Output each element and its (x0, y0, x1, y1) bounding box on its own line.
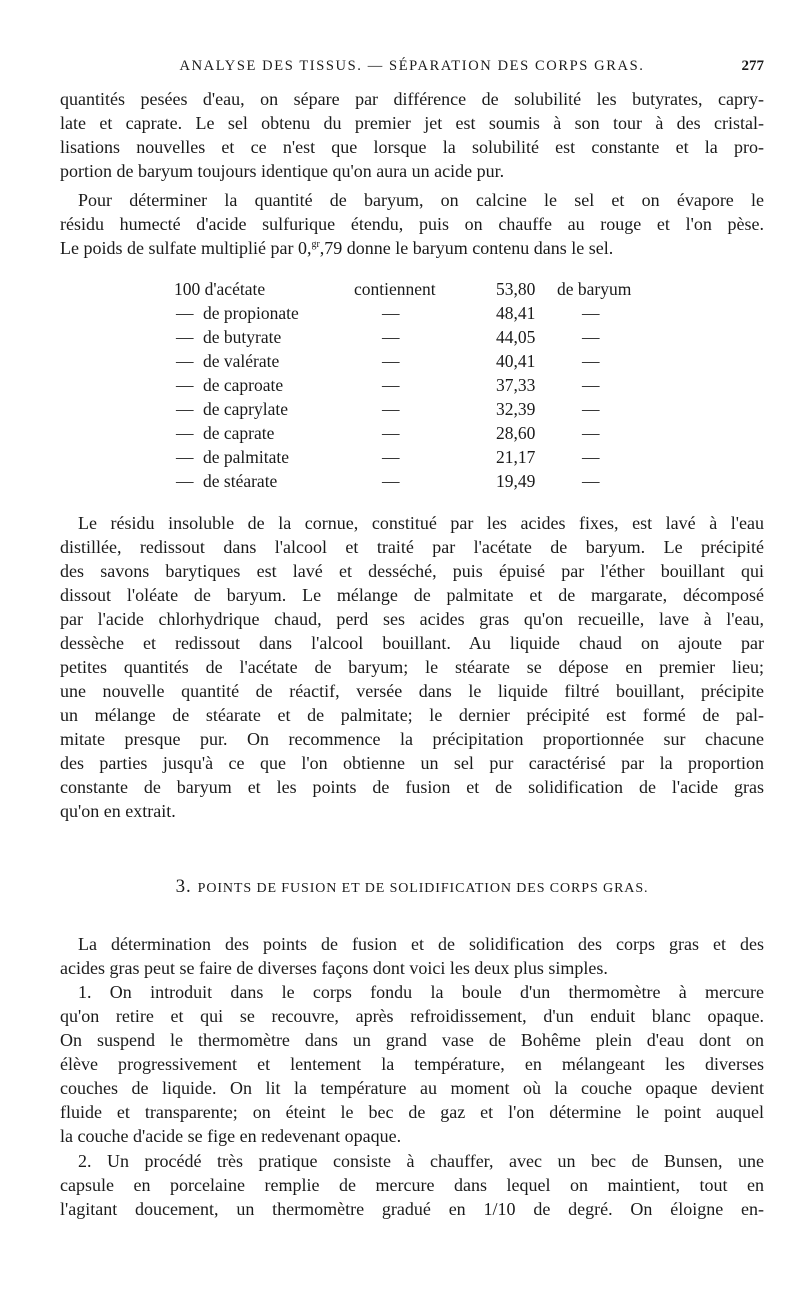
ditto-mark: — (382, 447, 400, 467)
table-row (0, 422, 800, 444)
unit: de baryum (557, 279, 632, 299)
text-run: ,79 donne le baryum contenu dans le sel. (319, 238, 614, 258)
text-line: des savons barytiques est lavé et desséché, puis épuisé par l'éther bouillant qui (60, 561, 764, 581)
section-heading (60, 876, 764, 898)
text-line (60, 237, 764, 259)
row-value: 44,05 (496, 327, 536, 347)
row-value: 53,80 (496, 279, 536, 299)
text-run: Le poids de sulfate multiplié par 0, (60, 238, 312, 258)
text-line: mitate presque pur. On recommence la précipitation proportionnée sur chacune (60, 729, 764, 749)
text-line: 2. Un procédé très pratique consiste à chauffer, avec un bec de Bunsen, une (78, 1151, 764, 1171)
ditto-mark: — (382, 471, 400, 491)
table-row (0, 374, 800, 396)
row-value: 19,49 (496, 471, 536, 491)
table-row (0, 302, 800, 324)
text-line: un mélange de stéarate et de palmitate; le dernier précipité est formé de pal- (60, 705, 764, 725)
row-value: 28,60 (496, 423, 536, 443)
text-line: quantités pesées d'eau, on sépare par différence de solubilité les butyrates, capry- (60, 89, 764, 109)
text-line: qu'on retire et qui se recouvre, après refroidissement, d'un enduit blanc opaque. (60, 1006, 764, 1026)
text-line: capsule en porcelaine remplie de mercure dans lequel on maintient, tout en (60, 1175, 764, 1195)
ditto-mark: — (582, 399, 600, 419)
text-line: la couche d'acide se fige en redevenant opaque. (60, 1126, 402, 1146)
ditto-mark: — (382, 399, 400, 419)
row-label: de caprate (203, 423, 275, 443)
table-row (0, 326, 800, 348)
text-line: dissout l'oléate de baryum. Le mélange de palmitate et de margarate, décomposé (60, 585, 764, 605)
ditto-mark: — (582, 471, 600, 491)
gram-unit: gr (311, 239, 320, 250)
ditto-mark: — (382, 423, 400, 443)
row-label: de stéarate (203, 471, 278, 491)
text-line: acides gras peut se faire de diverses façons dont voici les deux plus simples. (60, 958, 608, 978)
text-line: élève progressivement et lentement la température, en mélangeant les diverses (60, 1054, 764, 1074)
row-label: de butyrate (203, 327, 282, 347)
text-line: des parties jusqu'à ce que l'on obtienne un sel pur caractérisé par la proportion (60, 753, 764, 773)
text-line: lisations nouvelles et ce n'est que lorsque la solubilité est constante et la pro- (60, 137, 764, 157)
section-title: POINTS DE FUSION ET DE SOLIDIFICATION DES CORPS GRAS. (197, 881, 649, 896)
table-row (0, 278, 800, 300)
ditto-mark: — (176, 423, 194, 443)
row-label: de propionate (203, 303, 299, 323)
ditto-mark: — (176, 375, 194, 395)
row-value: 21,17 (496, 447, 536, 467)
running-head (60, 58, 764, 80)
ditto-mark: — (382, 375, 400, 395)
row-label: de caproate (203, 375, 284, 395)
ditto-mark: — (582, 447, 600, 467)
ditto-mark: — (582, 423, 600, 443)
table-row (0, 446, 800, 468)
table-row (0, 398, 800, 420)
text-line: Le résidu insoluble de la cornue, constitué par les acides fixes, est lavé à l'eau (78, 513, 764, 533)
page-number: 277 (741, 58, 764, 74)
row-label: 100 d'acétate (174, 279, 266, 299)
text-line: couches de liquide. On lit la température au moment où la couche opaque devient (60, 1078, 764, 1098)
text-line: distillée, redissout dans l'alcool et traité par l'acétate de baryum. Le précipité (60, 537, 764, 557)
text-line: petites quantités de l'acétate de baryum; le stéarate se dépose en premier lieu; (60, 657, 764, 677)
text-line: On suspend le thermomètre dans un grand vase de Bohême plein d'eau dont on (60, 1030, 764, 1050)
ditto-mark: — (176, 471, 194, 491)
row-label: de caprylate (203, 399, 289, 419)
text-line: fluide et transparente; on éteint le bec de gaz et l'on détermine le point auquel (60, 1102, 764, 1122)
ditto-mark: — (582, 351, 600, 371)
text-line: par l'acide chlorhydrique chaud, perd ses acides gras qu'on recueille, lave à l'eau, (60, 609, 764, 629)
text-line: une nouvelle quantité de réactif, versée dans le liquide filtré bouillant, précipite (60, 681, 764, 701)
section-number: 3. (175, 876, 192, 897)
ditto-mark: — (176, 351, 194, 371)
table-row (0, 470, 800, 492)
row-value: 37,33 (496, 375, 536, 395)
text-line: l'agitant doucement, un thermomètre gradué en 1/10 de degré. On éloigne en- (60, 1199, 764, 1219)
text-line: La détermination des points de fusion et de solidification des corps gras et des (78, 934, 764, 954)
text-line: Pour déterminer la quantité de baryum, on calcine le sel et on évapore le (78, 190, 764, 210)
ditto-mark: — (382, 303, 400, 323)
ditto-mark: — (582, 327, 600, 347)
text-line: qu'on en extrait. (60, 801, 176, 821)
ditto-mark: — (176, 303, 194, 323)
verb: contiennent (354, 279, 436, 299)
text-line: 1. On introduit dans le corps fondu la boule d'un thermomètre à mercure (78, 982, 764, 1002)
ditto-mark: — (382, 351, 400, 371)
table-row (0, 350, 800, 372)
ditto-mark: — (382, 327, 400, 347)
row-value: 40,41 (496, 351, 536, 371)
running-title: ANALYSE DES TISSUS. — SÉPARATION DES CORPS GRAS. (179, 58, 645, 74)
text-line: dessèche et redissout dans l'alcool bouillant. Au liquide chaud on ajoute par (60, 633, 764, 653)
row-label: de palmitate (203, 447, 290, 467)
ditto-mark: — (582, 303, 600, 323)
row-label: de valérate (203, 351, 280, 371)
text-line: late et caprate. Le sel obtenu du premier jet est soumis à son tour à des cristal- (60, 113, 764, 133)
ditto-mark: — (176, 399, 194, 419)
text-line: résidu humecté d'acide sulfurique étendu, puis on chauffe au rouge et l'on pèse. (60, 214, 764, 234)
ditto-mark: — (582, 375, 600, 395)
row-value: 32,39 (496, 399, 536, 419)
ditto-mark: — (176, 447, 194, 467)
ditto-mark: — (176, 327, 194, 347)
row-value: 48,41 (496, 303, 536, 323)
text-line: portion de baryum toujours identique qu'on aura un acide pur. (60, 161, 505, 181)
text-line: constante de baryum et les points de fusion et de solidification de l'acide gras (60, 777, 764, 797)
